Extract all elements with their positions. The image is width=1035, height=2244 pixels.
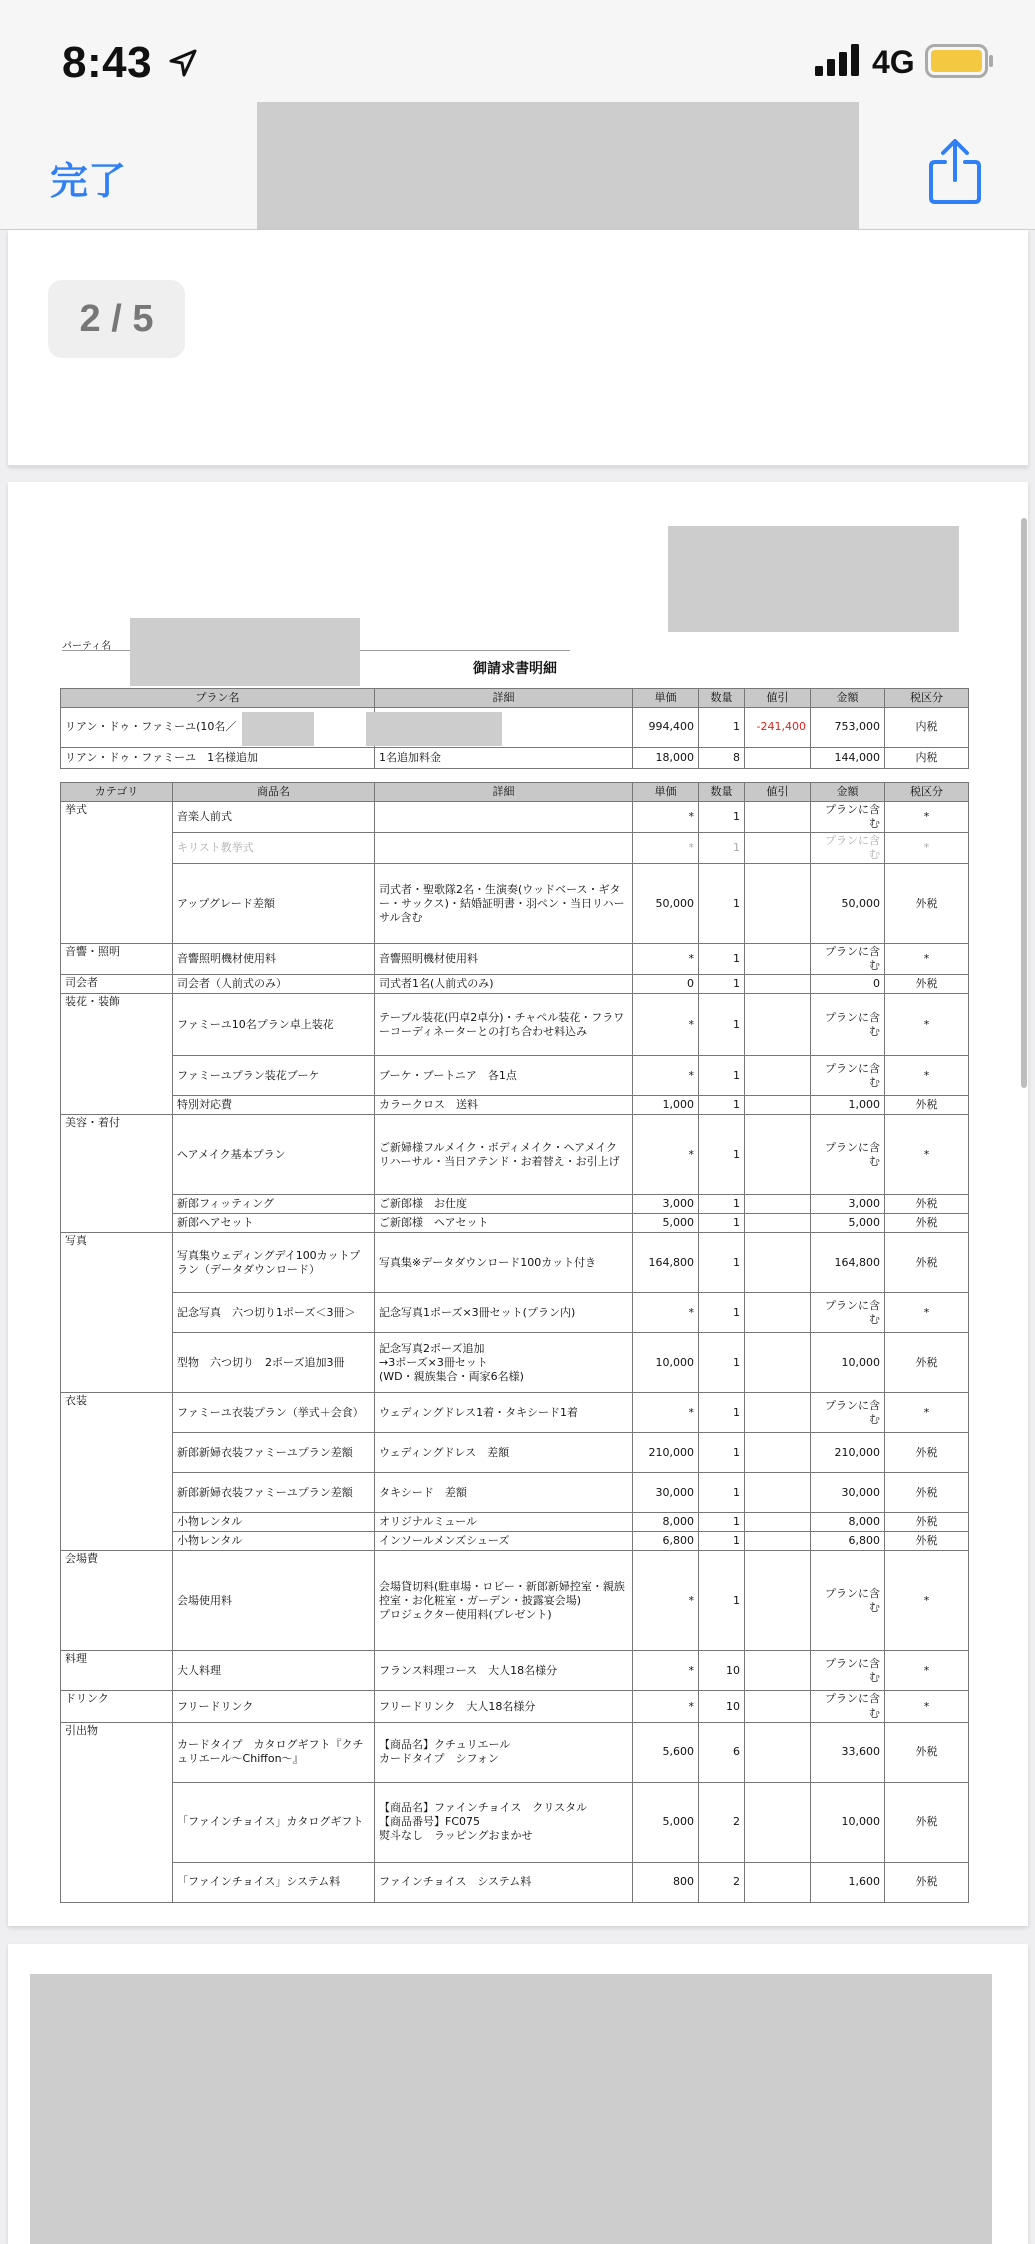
item-detail: 記念写真1ポーズ×3冊セット(プラン内) [375,1293,633,1333]
item-qty: 10 [699,1691,745,1722]
item-tax: * [885,1691,969,1722]
item-price: * [633,1293,699,1333]
item-tax: 外税 [885,1233,969,1293]
item-detail: 記念写真2ポーズ追加 →3ポーズ×3冊セット (WD・親族集合・両家6名様) [375,1333,633,1393]
item-amount: 8,000 [811,1513,885,1532]
item-category: 装花・装飾 [61,994,173,1115]
plan-amount: 753,000 [811,708,885,748]
item-discount [745,944,811,975]
item-detail: インソールメンズシューズ [375,1532,633,1551]
item-name: 型物 六つ切り 2ポーズ追加3冊 [173,1333,375,1393]
item-amount: プランに含む [811,1115,885,1195]
item-discount [745,1393,811,1433]
item-name: 新郎フィッティング [173,1195,375,1214]
share-icon[interactable] [925,138,985,206]
item-price: 3,000 [633,1195,699,1214]
item-detail: 音響照明機材使用料 [375,944,633,975]
item-amount: プランに含む [811,1551,885,1651]
page-indicator: 2 / 5 [48,280,185,358]
item-discount [745,1513,811,1532]
item-price: 210,000 [633,1433,699,1473]
item-price: 164,800 [633,1233,699,1293]
item-amount: 164,800 [811,1233,885,1293]
done-button[interactable]: 完了 [50,159,127,203]
item-qty: 1 [699,1233,745,1293]
item-name: カードタイプ カタログギフト『クチュリエール〜Chiffon〜』 [173,1722,375,1782]
item-detail: タキシード 差額 [375,1473,633,1513]
item-qty: 1 [699,1551,745,1651]
item-tax: * [885,802,969,833]
item-tax: * [885,994,969,1056]
item-tax: * [885,1651,969,1691]
item-row [61,1214,969,1233]
item-row [61,1722,969,1782]
item-tax: 外税 [885,1782,969,1862]
item-amount: 0 [811,975,885,994]
plan-header-cell: プラン名 [61,689,375,708]
item-amount: プランに含む [811,833,885,864]
scroll-indicator[interactable] [1021,518,1027,1088]
item-detail: 司式者1名(人前式のみ) [375,975,633,994]
item-discount [745,1333,811,1393]
item-row [61,1393,969,1433]
item-row [61,833,969,864]
item-qty: 2 [699,1782,745,1862]
item-detail: ご新郎様 お仕度 [375,1195,633,1214]
item-price: * [633,1691,699,1722]
item-category: 衣装 [61,1393,173,1551]
item-row [61,1651,969,1691]
item-amount: プランに含む [811,1691,885,1722]
item-qty: 1 [699,1056,745,1096]
item-tax: * [885,1115,969,1195]
item-tax: 外税 [885,1214,969,1233]
plan-header-cell: 詳細 [375,689,633,708]
item-qty: 1 [699,1513,745,1532]
item-detail: ファインチョイス システム料 [375,1862,633,1902]
item-detail: 写真集※データダウンロード100カット付き [375,1233,633,1293]
item-qty: 1 [699,1333,745,1393]
location-arrow-icon [168,48,198,78]
items-header-cell: 数量 [699,783,745,802]
item-category: ドリンク [61,1691,173,1722]
item-detail: ご新婦様フルメイク・ボディメイク・ヘアメイクリハーサル・当日アテンド・お着替え・お引上げ [375,1115,633,1195]
item-detail: 会場貸切料(駐車場・ロビー・新郎新婦控室・親族控室・お化粧室・ガーデン・披露宴会場) プロジェクター使用料(プレゼント) [375,1551,633,1651]
item-tax: 外税 [885,975,969,994]
item-qty: 1 [699,1214,745,1233]
item-qty: 6 [699,1722,745,1782]
status-time: 8:43 [62,38,153,87]
item-row [61,1056,969,1096]
item-category: 写真 [61,1233,173,1393]
item-qty: 1 [699,1096,745,1115]
item-qty: 1 [699,944,745,975]
item-qty: 1 [699,864,745,944]
item-discount [745,1115,811,1195]
plan-header-row [61,689,969,708]
plan-tax: 内税 [885,708,969,748]
item-name: 新郎ヘアセット [173,1214,375,1233]
items-header-cell: 値引 [745,783,811,802]
plan-qty: 8 [699,748,745,769]
item-detail: 【商品名】ファインチョイス クリスタル 【商品番号】FC075 熨斗なし ラッピングおまかせ [375,1782,633,1862]
items-header-cell: 詳細 [375,783,633,802]
item-price: 8,000 [633,1513,699,1532]
item-row [61,864,969,944]
item-discount [745,1214,811,1233]
item-detail: ウェディングドレス1着・タキシード1着 [375,1393,633,1433]
item-qty: 1 [699,1473,745,1513]
item-discount [745,1651,811,1691]
items-header-cell: 金額 [811,783,885,802]
item-discount [745,1096,811,1115]
item-discount [745,1233,811,1293]
item-detail [375,833,633,864]
item-tax: 外税 [885,1195,969,1214]
item-price: * [633,1651,699,1691]
plan-name: リアン・ドゥ・ファミーユ(10名／ [61,708,375,748]
item-name: 新郎新婦衣装ファミーユプラン差額 [173,1433,375,1473]
item-amount: 1,600 [811,1862,885,1902]
item-price: 30,000 [633,1473,699,1513]
item-price: * [633,1056,699,1096]
item-detail: ウェディングドレス 差額 [375,1433,633,1473]
item-tax: 外税 [885,1722,969,1782]
item-price: * [633,833,699,864]
item-category: 音響・照明 [61,944,173,975]
item-amount: 1,000 [811,1096,885,1115]
item-amount: プランに含む [811,944,885,975]
item-tax: * [885,1551,969,1651]
item-category: 会場費 [61,1551,173,1651]
items-table [60,782,969,1903]
plan-header-cell: 金額 [811,689,885,708]
item-price: * [633,994,699,1056]
item-price: * [633,1551,699,1651]
item-row [61,1532,969,1551]
item-detail: ご新郎様 ヘアセット [375,1214,633,1233]
item-discount [745,802,811,833]
item-row [61,944,969,975]
item-tax: 外税 [885,1513,969,1532]
item-discount [745,1551,811,1651]
item-qty: 1 [699,1115,745,1195]
item-discount [745,833,811,864]
item-discount [745,1862,811,1902]
item-detail: テーブル装花(円卓2卓分)・チャペル装花・フラワーコーディネーターとの打ち合わせ料込み [375,994,633,1056]
plan-discount [745,748,811,769]
item-discount [745,994,811,1056]
item-name: 「ファインチョイス」システム料 [173,1862,375,1902]
item-name: ファミーユプラン装花ブーケ [173,1056,375,1096]
item-amount: 33,600 [811,1722,885,1782]
item-name: 「ファインチョイス」カタログギフト [173,1782,375,1862]
plan-header-cell: 税区分 [885,689,969,708]
item-category: 美容・着付 [61,1115,173,1233]
cellular-signal-icon [815,44,863,76]
item-qty: 1 [699,1195,745,1214]
item-row [61,1691,969,1722]
item-row [61,1195,969,1214]
item-amount: 50,000 [811,864,885,944]
item-price: 50,000 [633,864,699,944]
battery-icon [925,44,995,78]
item-qty: 10 [699,1651,745,1691]
plan-amount: 144,000 [811,748,885,769]
item-name: 音響照明機材使用料 [173,944,375,975]
item-price: 1,000 [633,1096,699,1115]
item-price: * [633,802,699,833]
item-row [61,1333,969,1393]
item-price: 5,600 [633,1722,699,1782]
item-name: ファミーユ10名プラン卓上装花 [173,994,375,1056]
item-amount: プランに含む [811,1651,885,1691]
items-header-cell: 単価 [633,783,699,802]
items-header-cell: カテゴリ [61,783,173,802]
items-header-cell: 税区分 [885,783,969,802]
item-amount: 10,000 [811,1333,885,1393]
item-row [61,1473,969,1513]
item-discount [745,1691,811,1722]
item-qty: 1 [699,1293,745,1333]
item-discount [745,1473,811,1513]
party-name-redacted [130,618,360,686]
plan-header-cell: 数量 [699,689,745,708]
item-row [61,1782,969,1862]
plan-row [61,708,969,748]
item-detail: 【商品名】クチュリエール カードタイプ シフォン [375,1722,633,1782]
item-qty: 1 [699,802,745,833]
item-detail [375,802,633,833]
item-amount: プランに含む [811,802,885,833]
item-name: 大人料理 [173,1651,375,1691]
item-name: 写真集ウェディングデイ100カットプラン（データダウンロード） [173,1233,375,1293]
item-name: キリスト教挙式 [173,833,375,864]
item-discount [745,1056,811,1096]
item-tax: 外税 [885,1433,969,1473]
item-amount: 3,000 [811,1195,885,1214]
item-discount [745,1293,811,1333]
item-name: 小物レンタル [173,1532,375,1551]
item-discount [745,1433,811,1473]
item-row [61,1096,969,1115]
plan-detail-redacted [366,712,502,746]
plan-price: 18,000 [633,748,699,769]
item-tax: * [885,1393,969,1433]
item-amount: 30,000 [811,1473,885,1513]
plan-row [61,748,969,769]
item-name: アップグレード差額 [173,864,375,944]
plan-detail-redacted [242,712,314,746]
item-row [61,1115,969,1195]
item-name: 記念写真 六つ切り1ポーズ＜3冊＞ [173,1293,375,1333]
item-discount [745,1782,811,1862]
page-3-content-redacted [30,1974,992,2244]
item-row [61,1551,969,1651]
item-row [61,1293,969,1333]
plan-header-cell: 値引 [745,689,811,708]
item-tax: * [885,1056,969,1096]
item-qty: 1 [699,1393,745,1433]
item-amount: 6,800 [811,1532,885,1551]
plan-table [60,688,969,769]
item-detail: フリードリンク 大人18名様分 [375,1691,633,1722]
plan-price: 994,400 [633,708,699,748]
item-category: 料理 [61,1651,173,1691]
item-price: 800 [633,1862,699,1902]
plan-detail: 1名追加料金 [375,748,633,769]
item-qty: 1 [699,833,745,864]
item-row [61,975,969,994]
item-name: フリードリンク [173,1691,375,1722]
item-detail: オリジナルミュール [375,1513,633,1532]
item-name: ヘアメイク基本プラン [173,1115,375,1195]
item-detail: ブーケ・ブートニア 各1点 [375,1056,633,1096]
item-amount: プランに含む [811,1393,885,1433]
item-name: 会場使用料 [173,1551,375,1651]
invoice-detail-title: 御請求書明細 [473,661,557,677]
item-amount: プランに含む [811,1293,885,1333]
item-tax: * [885,1293,969,1333]
item-qty: 1 [699,975,745,994]
item-tax: 外税 [885,1096,969,1115]
item-name: 司会者（人前式のみ） [173,975,375,994]
item-price: 0 [633,975,699,994]
item-qty: 1 [699,994,745,1056]
item-price: * [633,1115,699,1195]
item-price: 5,000 [633,1782,699,1862]
item-name: ファミーユ衣装プラン（挙式＋会食） [173,1393,375,1433]
item-detail: フランス料理コース 大人18名様分 [375,1651,633,1691]
item-price: * [633,944,699,975]
item-row [61,1433,969,1473]
item-tax: * [885,833,969,864]
item-amount: プランに含む [811,994,885,1056]
item-price: 10,000 [633,1333,699,1393]
item-price: 6,800 [633,1532,699,1551]
item-detail: カラークロス 送料 [375,1096,633,1115]
item-price: * [633,1393,699,1433]
items-header-row [61,783,969,802]
item-tax: 外税 [885,1532,969,1551]
party-name-label: パーティ名 [62,641,112,652]
items-header-cell: 商品名 [173,783,375,802]
item-detail: 司式者・聖歌隊2名・生演奏(ウッドベース・ギター・サックス)・結婚証明書・羽ペン・当日リハーサル含む [375,864,633,944]
item-tax: 外税 [885,1862,969,1902]
plan-name: リアン・ドゥ・ファミーユ 1名様追加 [61,748,375,769]
item-category: 司会者 [61,975,173,994]
item-price: 5,000 [633,1214,699,1233]
item-qty: 1 [699,1532,745,1551]
item-name: 特別対応費 [173,1096,375,1115]
item-qty: 1 [699,1433,745,1473]
item-discount [745,864,811,944]
plan-tax: 内税 [885,748,969,769]
item-discount [745,1195,811,1214]
item-row [61,1233,969,1293]
item-row [61,994,969,1056]
company-logo-redacted [668,526,959,632]
item-row [61,1513,969,1532]
item-name: 小物レンタル [173,1513,375,1532]
item-row [61,1862,969,1902]
item-name: 新郎新婦衣装ファミーユプラン差額 [173,1473,375,1513]
plan-header-cell: 単価 [633,689,699,708]
item-amount: 10,000 [811,1782,885,1862]
item-amount: プランに含む [811,1056,885,1096]
plan-discount: -241,400 [745,708,811,748]
item-amount: 210,000 [811,1433,885,1473]
item-qty: 2 [699,1862,745,1902]
item-discount [745,975,811,994]
item-amount: 5,000 [811,1214,885,1233]
network-type: 4G [872,44,915,80]
item-name: 音楽人前式 [173,802,375,833]
plan-qty: 1 [699,708,745,748]
item-category: 挙式 [61,802,173,944]
item-row [61,802,969,833]
item-tax: 外税 [885,1473,969,1513]
item-tax: * [885,944,969,975]
item-tax: 外税 [885,1333,969,1393]
item-category: 引出物 [61,1722,173,1902]
item-discount [745,1722,811,1782]
item-discount [745,1532,811,1551]
item-tax: 外税 [885,864,969,944]
